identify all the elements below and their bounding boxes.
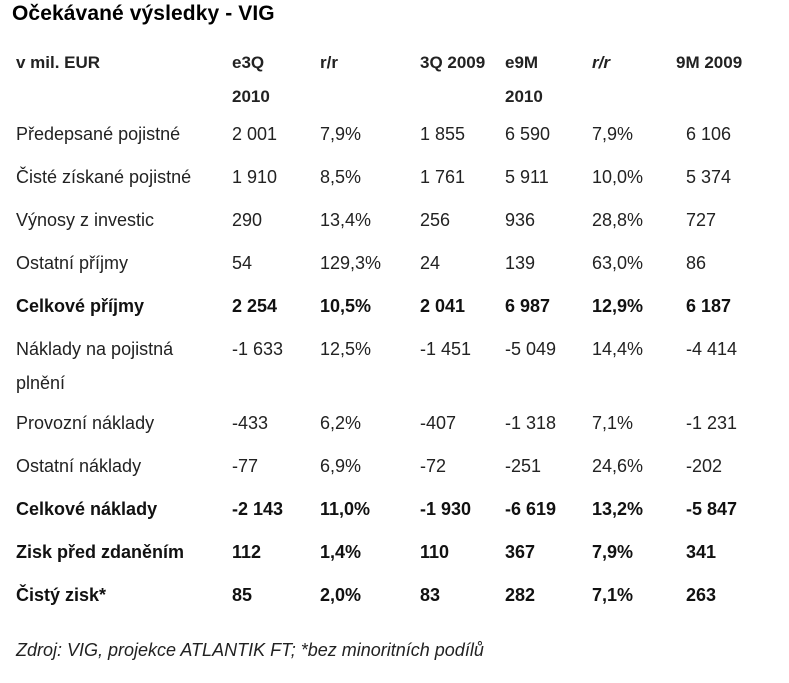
row-value-col1: 112 <box>232 542 262 562</box>
table-row <box>0 246 789 286</box>
row-value-col2: 1,4% <box>320 542 362 562</box>
table-row <box>0 406 789 446</box>
row-value-col1: 1 910 <box>232 167 278 187</box>
row-label: Výnosy z investic <box>16 210 155 230</box>
row-value-col5: 14,4% <box>592 339 644 359</box>
row-label: Provozní náklady <box>16 413 155 433</box>
row-value-col3: -1 451 <box>420 339 472 359</box>
row-value-col2: 2,0% <box>320 585 362 605</box>
row-value-col4: 5 911 <box>505 167 549 187</box>
header-col-9m-2009: 9M 2009 <box>676 53 743 72</box>
row-value-col3: 2 041 <box>420 296 466 316</box>
table-row <box>0 535 789 575</box>
row-value-col1: -2 143 <box>232 499 284 519</box>
row-value-col4: -5 049 <box>505 339 557 359</box>
row-value-col6: 727 <box>686 210 717 230</box>
row-value-col3: 24 <box>420 253 441 273</box>
row-value-col6: 86 <box>686 253 707 273</box>
row-value-col3: 256 <box>420 210 451 230</box>
row-value-col3: 83 <box>420 585 441 605</box>
table-row <box>0 449 789 489</box>
row-value-col6: 341 <box>686 542 717 562</box>
row-value-col6: -1 231 <box>686 413 738 433</box>
table-row <box>0 289 789 329</box>
row-value-col2: 6,9% <box>320 456 362 476</box>
row-value-col2: 6,2% <box>320 413 362 433</box>
row-value-col5: 63,0% <box>592 253 644 273</box>
row-value-col4: -6 619 <box>505 499 557 519</box>
table-row <box>0 117 789 157</box>
row-label: Čisté získané pojistné <box>16 167 192 187</box>
row-value-col2: 8,5% <box>320 167 362 187</box>
row-value-col3: 110 <box>420 542 450 562</box>
row-value-col4: 139 <box>505 253 536 273</box>
row-value-col5: 24,6% <box>592 456 644 476</box>
row-value-col1: -77 <box>232 456 259 476</box>
row-value-col5: 7,9% <box>592 542 634 562</box>
table-row <box>0 160 789 200</box>
row-value-col3: 1 855 <box>420 124 466 144</box>
row-value-col3: -1 930 <box>420 499 472 519</box>
row-value-col6: -202 <box>686 456 723 476</box>
row-value-col2: 13,4% <box>320 210 372 230</box>
row-value-col1: 54 <box>232 253 253 273</box>
row-label: Předepsané pojistné <box>16 124 181 144</box>
row-value-col5: 7,9% <box>592 124 634 144</box>
row-value-col2: 7,9% <box>320 124 362 144</box>
row-label: Ostatní příjmy <box>16 253 129 273</box>
row-value-col2: 129,3% <box>320 253 382 273</box>
row-value-col4: -251 <box>505 456 542 476</box>
source-note: Zdroj: VIG, projekce ATLANTIK FT; *bez minoritních podílů <box>16 640 484 660</box>
row-value-col2: 10,5% <box>320 296 372 316</box>
row-label: Ostatní náklady <box>16 456 142 476</box>
row-value-col6: -5 847 <box>686 499 738 519</box>
row-value-col1: -433 <box>232 413 269 433</box>
row-value-col6: 263 <box>686 585 717 605</box>
row-value-col1: 85 <box>232 585 253 605</box>
header-col-3q-2009: 3Q 2009 <box>420 53 486 72</box>
row-label: Čistý zisk* <box>16 585 107 605</box>
row-value-col1: 290 <box>232 210 263 230</box>
row-value-col6: 5 374 <box>686 167 732 187</box>
row-value-col4: 367 <box>505 542 536 562</box>
row-value-col4: 6 987 <box>505 296 551 316</box>
row-value-col2: 11,0% <box>320 499 371 519</box>
row-value-col3: 1 761 <box>420 167 466 187</box>
header-col-e9m-2010: e9M 2010 <box>505 53 543 106</box>
row-label: Náklady na pojistná plnění <box>16 339 174 393</box>
row-label: Zisk před zdaněním <box>16 542 185 562</box>
header-col-e3q-2010: e3Q 2010 <box>232 53 270 106</box>
row-value-col2: 12,5% <box>320 339 372 359</box>
row-value-col5: 13,2% <box>592 499 644 519</box>
row-value-col4: 936 <box>505 210 536 230</box>
row-value-col5: 7,1% <box>592 585 634 605</box>
row-value-col4: 6 590 <box>505 124 551 144</box>
row-value-col5: 12,9% <box>592 296 644 316</box>
page-title: Očekávané výsledky - VIG <box>12 2 275 25</box>
table-row <box>0 203 789 243</box>
row-label: Celkové příjmy <box>16 296 145 316</box>
row-value-col4: -1 318 <box>505 413 557 433</box>
row-value-col5: 28,8% <box>592 210 644 230</box>
table-row <box>0 332 789 393</box>
row-value-col4: 282 <box>505 585 536 605</box>
row-value-col3: -407 <box>420 413 457 433</box>
row-value-col5: 7,1% <box>592 413 634 433</box>
row-value-col6: 6 106 <box>686 124 732 144</box>
header-col-yoy-9m: r/r <box>592 53 610 72</box>
table-row <box>0 492 789 532</box>
row-value-col6: -4 414 <box>686 339 738 359</box>
row-value-col6: 6 187 <box>686 296 732 316</box>
row-value-col1: 2 001 <box>232 124 278 144</box>
table-row <box>0 578 789 618</box>
row-value-col1: 2 254 <box>232 296 278 316</box>
header-unit-label: v mil. EUR <box>16 53 101 72</box>
row-label: Celkové náklady <box>16 499 158 519</box>
row-value-col3: -72 <box>420 456 447 476</box>
row-value-col5: 10,0% <box>592 167 644 187</box>
header-col-yoy-q: r/r <box>320 53 338 72</box>
row-value-col1: -1 633 <box>232 339 284 359</box>
